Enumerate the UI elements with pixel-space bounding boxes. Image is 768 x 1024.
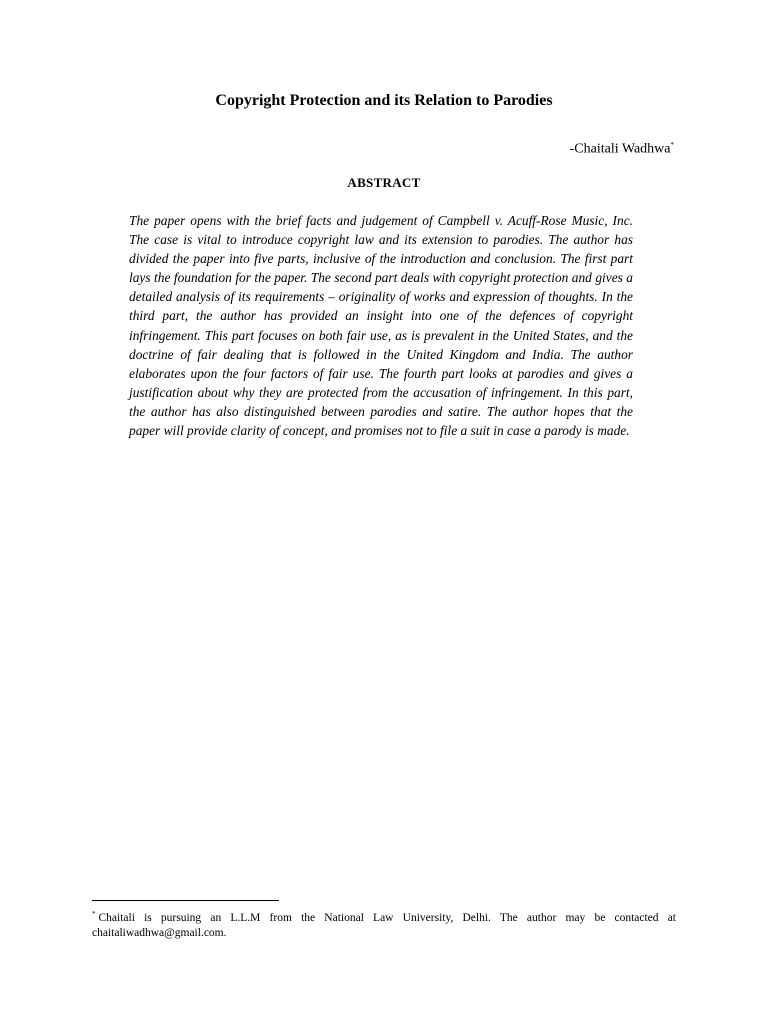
author-line [570,136,674,159]
footnote-mark: * [92,910,96,918]
footnote [92,907,676,941]
abstract-heading: ABSTRACT [347,175,421,190]
footnote-text: Chaitali is pursuing an L.L.M from the National Law University, Delhi. The author may be contacted at chaitaliwadhwa@gmail.com. [92,911,676,939]
paper-title: Copyright Protection and its Relation to Parodies [215,92,553,109]
footnote-divider [92,900,279,901]
author-footnote-mark: * [670,141,674,149]
abstract-body: The paper opens with the brief facts and judgement of Campbell v. Acuff-Rose Music, Inc. The case is vital to introduce copyright law and its extension to parodies. The author has divided the paper into five parts, inclusive of the introduction and conclusion. The first part lays the foundation for the paper. The second part deals with copyright protection and gives a detailed analysis of its requirements – originality of works and expression of thoughts. In the third part, the author has provided an insight into one of the defences of copyright infringement. This part focuses on both fair use, as is prevalent in the United States, and the doctrine of fair dealing that is followed in the United Kingdom and India. The author elaborates upon the four factors of fair use. The fourth part looks at parodies and gives a justification about why they are protected from the accusation of infringement. In this part, the author has also distinguished between parodies and satire. The author hopes that the paper will provide clarity of concept, and promises not to file a suit in case a parody is made. [129,213,633,439]
author-name: -Chaitali Wadhwa [569,141,671,157]
